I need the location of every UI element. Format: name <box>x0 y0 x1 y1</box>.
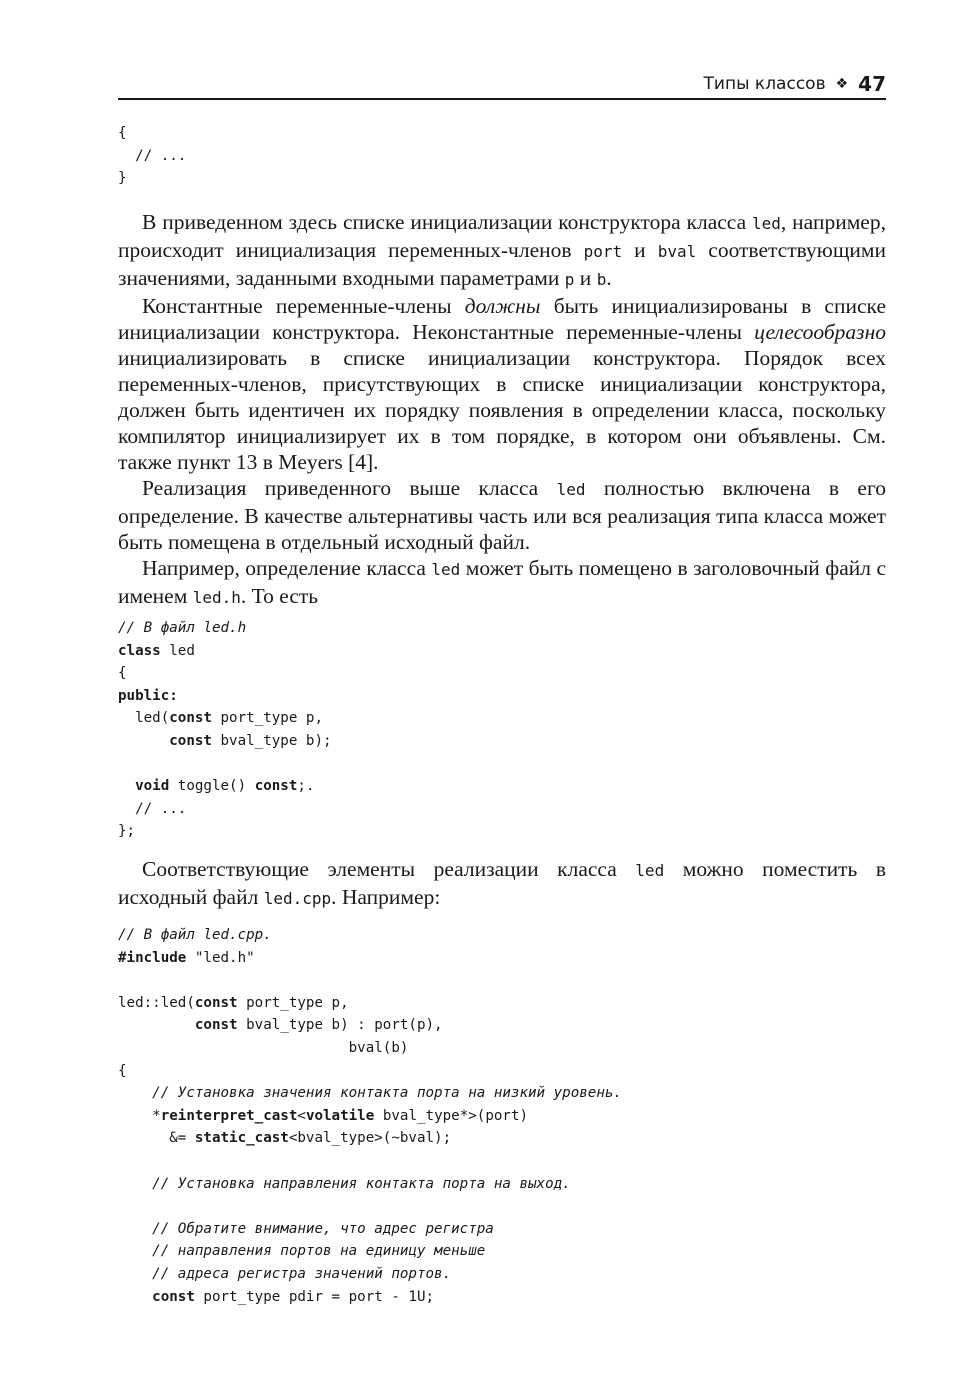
ornament-icon: ❖ <box>835 76 849 92</box>
paragraph-4: Например, определение класса led может быть помещено в заголовочный файл с именем led.h. То есть <box>118 556 886 608</box>
chapter-title: Типы классов <box>703 74 826 94</box>
code-block-impl-file: // В файл led.cpp. #include "led.h" led::led(const port_type p, const bval_type b) : port(p), bval(b) { // Установка значения контакта порта на низкий уровень. *reinterpret_cast<volatile bval_type*>(port) &= static_cast<bval_type>(~bval); // Установка направления контакта порта на выход. // Обратите внимание, что адрес регистра // направления портов на единицу меньше // адреса регистра значений портов. const port_type pdir = port - 1U; <box>118 927 622 1305</box>
code-block-header-file: // В файл led.h class led { public: led(const port_type p, const bval_type b); void toggle() const;. // ... }; <box>118 620 332 840</box>
paragraph-5: Соответствующие элементы реализации класса led можно поместить в исходный файл led.cpp. Например: <box>118 857 886 909</box>
paragraph-3: Реализация приведенного выше класса led полностью включена в его определение. В качестве альтернативы часть или вся реализация типа класса может быть помещена в отдельный исходный файл. <box>118 476 887 554</box>
running-header <box>118 70 886 100</box>
code-block-top: { // ... } <box>118 125 187 187</box>
paragraph-1: В приведенном здесь списке инициализации конструктора класса led, например, происходит инициализация переменных-членов port и bval соответствующими значениями, заданными входными параметрами p и b. Константные переменные-члены должны быть инициализированы в списке инициализации конструктора. Неконстантные переменные-члены целесообразно инициализировать в списке инициализации конструктора. Порядок всех переменных-членов, присутствующих в списке инициализации конструктора, должен быть идентичен их порядку появления в определении класса, поскольку компилятор инициализирует их в том порядке, в котором они объявлены. См. также пункт 13 в Meyers [4]. Реализация приведенного выше класса led полностью включена в его определение. В качестве альтернативы часть или вся реализация типа класса может быть помещена в отдельный исходный файл. Например, определение класса led может быть помещено в заголовочный файл с именем led.h. То есть <box>118 209 886 611</box>
paragraph-2: Константные переменные-члены должны быть инициализированы в списке инициализации конструктора. Неконстантные переменные-члены целесообразно инициализировать в списке инициализации конструктора. Порядок всех переменных-членов, присутствующих в списке инициализации конструктора, должен быть идентичен их порядку появления в определении класса, поскольку компилятор инициализирует их в том порядке, в котором они объявлены. См. также пункт 13 в Meyers [4]. <box>118 294 886 474</box>
page-number: 47 <box>858 72 886 96</box>
